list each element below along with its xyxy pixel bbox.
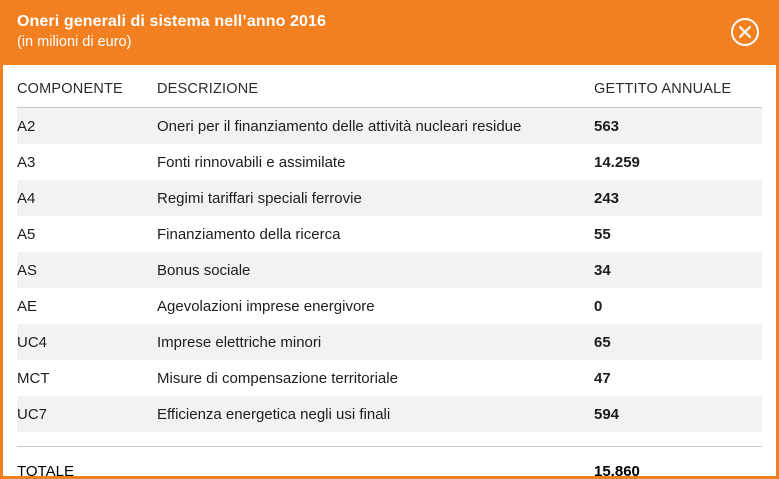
divider-cell bbox=[17, 432, 157, 447]
table-row bbox=[17, 180, 762, 216]
cell-description: Imprese elettriche minori bbox=[157, 324, 594, 360]
table-row bbox=[17, 324, 762, 360]
divider-cell bbox=[157, 432, 594, 447]
table-row bbox=[17, 144, 762, 180]
divider-cell bbox=[594, 432, 762, 447]
cell-component: A4 bbox=[17, 180, 157, 216]
table-header bbox=[17, 65, 762, 108]
cell-amount: 47 bbox=[594, 360, 762, 396]
column-header-component: COMPONENTE bbox=[17, 65, 157, 108]
cell-description: Bonus sociale bbox=[157, 252, 594, 288]
cell-component: MCT bbox=[17, 360, 157, 396]
column-header-description: DESCRIZIONE bbox=[157, 65, 594, 108]
cell-description: Fonti rinnovabili e assimilate bbox=[157, 144, 594, 180]
charges-table bbox=[17, 65, 762, 479]
cell-amount: 55 bbox=[594, 216, 762, 252]
cell-amount: 563 bbox=[594, 108, 762, 145]
cell-component: UC4 bbox=[17, 324, 157, 360]
cell-description: Regimi tariffari speciali ferrovie bbox=[157, 180, 594, 216]
charges-table-container bbox=[3, 65, 776, 479]
column-header-amount: GETTITO ANNUALE bbox=[594, 65, 762, 108]
table-row bbox=[17, 252, 762, 288]
cell-amount: 34 bbox=[594, 252, 762, 288]
cell-amount: 243 bbox=[594, 180, 762, 216]
cell-amount: 65 bbox=[594, 324, 762, 360]
cell-description: Efficienza energetica negli usi finali bbox=[157, 396, 594, 432]
table-row bbox=[17, 360, 762, 396]
cell-description: Misure di compensazione territoriale bbox=[157, 360, 594, 396]
table-row bbox=[17, 216, 762, 252]
table-header-row bbox=[17, 65, 762, 108]
cell-component: A5 bbox=[17, 216, 157, 252]
total-amount: 15.860 bbox=[594, 447, 762, 479]
cell-component: A2 bbox=[17, 108, 157, 145]
total-label: TOTALE bbox=[17, 447, 157, 479]
cell-amount: 0 bbox=[594, 288, 762, 324]
cell-description: Oneri per il finanziamento delle attività nucleari residue bbox=[157, 108, 594, 145]
panel-header bbox=[3, 3, 776, 65]
close-icon[interactable] bbox=[730, 17, 760, 47]
cell-description: Agevolazioni imprese energivore bbox=[157, 288, 594, 324]
page-title: Oneri generali di sistema nell’anno 2016 bbox=[17, 13, 327, 30]
table-body bbox=[17, 108, 762, 479]
cell-component: A3 bbox=[17, 144, 157, 180]
cell-component: UC7 bbox=[17, 396, 157, 432]
cell-amount: 14.259 bbox=[594, 144, 762, 180]
cell-amount: 594 bbox=[594, 396, 762, 432]
table-row bbox=[17, 396, 762, 432]
cell-component: AS bbox=[17, 252, 157, 288]
total-description bbox=[157, 447, 594, 479]
table-row bbox=[17, 108, 762, 145]
cell-description: Finanziamento della ricerca bbox=[157, 216, 594, 252]
table-total-row bbox=[17, 447, 762, 479]
page-subtitle: (in milioni di euro) bbox=[17, 34, 132, 50]
table-divider bbox=[17, 432, 762, 447]
cell-component: AE bbox=[17, 288, 157, 324]
table-row bbox=[17, 288, 762, 324]
